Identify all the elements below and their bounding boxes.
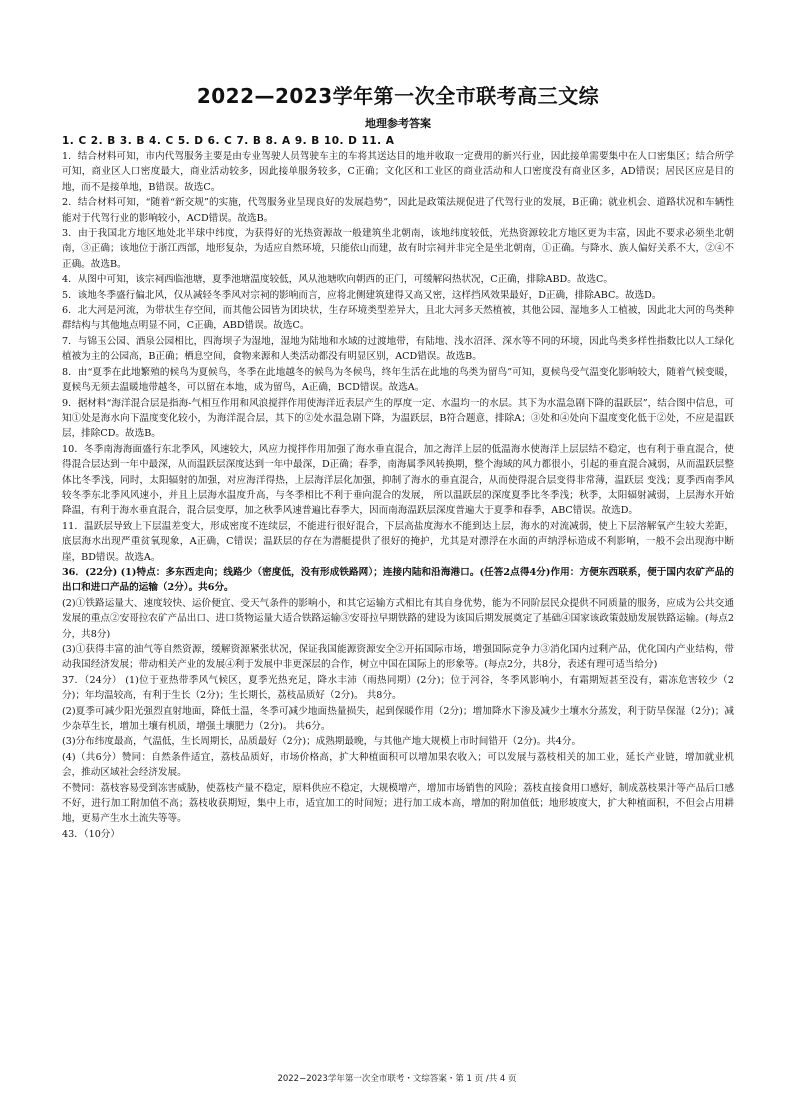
explanation-q3: 3．由于我国北方地区地处北半球中纬度，为获得好的光热资源故一般建筑坐北朝南，该地纬度较低，光热资源较北方地区更为丰富，因此不要求必须坐北朝南，③正确；该地位于浙江西部，地形复杂，为适应自然环境，只能依山而建，故有时宗祠并非完全是坐北朝南，①正确。与降水、族人偏好关系不大，②④不正确。故选B。	[62, 228, 734, 270]
explanation-q5: 5．该地冬季盛行偏北风，仅从减轻冬季风对宗祠的影响而言，应将北侧建筑建得又高又密，这样挡风效果最好，D正确，排除ABC。故选D。	[62, 289, 662, 301]
explanation-q8: 8．由“夏季在此地繁殖的候鸟为夏候鸟，冬季在此地越冬的候鸟为冬候鸟，终年生活在此地的鸟类为留鸟”可知，夏候鸟受气温变化影响较大，随着气候变暖，夏候鸟无须去温暖地带越冬，可以留在本地，成为留鸟，A正确，BCD错误。故选A。	[62, 366, 734, 394]
explanation-q10: 10．冬季南海海面盛行东北季风，风速较大，风应力搅拌作用加强了海水垂直混合，加之海洋上层的低温海水使海洋上层层结不稳定，也有利于垂直混合，使得混合层达到一年中最深，从而温跃层深度达到一年中最深，D正确；春季，南海属季风转换期，整个海域的风力都很小，引起的垂直混合减弱，从而温跃层整体比冬季浅，同时，太阳辐射的加强，对应海洋得热，上层海洋层化加强，抑制了海水的垂直混合，从而使得混合层变得非常薄，温跃层 变浅；夏季西南季风较冬季东北季风风速小，并且上层海水温度升高，与冬季相比不利于垂向混合的发展， 所以温跃层的深度夏季比冬季浅；秋季，太阳辐射减弱，上层海水开始降温，有利于海水垂直混合，混合层变厚，加之秋季风速普遍比春季大，因而南海温跃层深度普遍大于夏季和春季，ABC错误。故选D。	[62, 443, 734, 517]
answer-q36-part1: 36．(22分) (1)特点：多东西走向；线路少（密度低，没有形成铁路网）；连接内陆和沿海港口。(任答2点得4分)作用：方便东西联系，便于国内农矿产品的出口和进口产品的运输（2分）。共6分。	[62, 566, 734, 594]
section-subtitle: 地理参考答案	[365, 117, 431, 130]
page-footer: 2022−2023学年第一次全市联考・文综答案・第 1 页 /共 4 页	[277, 1074, 517, 1084]
answer-q37-part1: 37．（24分） (1)位于亚热带季风气候区，夏季光热充足，降水丰沛（雨热同期）(2分)；位于河谷，冬季风影响小，有霜期短甚至没有，霜冻危害较少（2分)；年均温较高，有利于生长（2分)；生长期长，荔枝品质好（2分)。 共8分。	[62, 674, 734, 702]
answer-q37-part3: (3)分布纬度最高，气温低，生长周期长，品质最好（2分)；成熟期最晚，与其他产地大规模上市时间错开（2分)。共4分。	[62, 736, 582, 748]
explanation-q7: 7．与锦玉公园、酒泉公园相比，四海坝子为湿地，湿地为陆地和水域的过渡地带，有陆地、浅水沼泽、深水等不同的环境，因此鸟类多样性指数比以人工绿化植被为主的公园高，B正确；栖息空间，食物来源和人类活动都没有明显区别，ACD错误。故选B。	[62, 335, 734, 363]
answer-q37-part2: (2)夏季可减少阳光强烈直射地面，降低土温，冬季可减少地面热量损失，起到保暖作用（2分)；增加降水下渗及减少土壤水分蒸发，利于防旱保湿（2分)；减少杂草生长，增加土壤有机质，增强土壤肥力（2分)。 共6分。	[62, 705, 734, 733]
answer-q36-part2: (2)①铁路运量大、速度较快、运价便宜、受天气条件的影响小，和其它运输方式相比有其自身优势，能为不同阶层民众提供不同质量的服务，应成为公共交通发展的重点②安哥拉农矿产品出口、进口货物运量大适合铁路运输③安哥拉早期铁路的建设为该国后期发展奠定了基础④国家该政策鼓励发展铁路运输。(每点2分，共8分)	[62, 597, 734, 640]
question-43-header: 43．（10分）	[62, 828, 120, 840]
answer-sheet	[62, 80, 734, 842]
explanation-q11: 11．温跃层导致上下层温差变大，形成密度不连续层，不能进行很好混合，下层高盐度海水不能到达上层，海水的对流减弱，使上下层溶解氧产生较大差距，底层海水出现严重贫氧现象，A正确，C错误；温跃层的存在为潜艇提供了很好的掩护，尤其是对漂浮在水面的声纳浮标造成不利影响，一般不会出现海中断崖，BD错误。故选A。	[62, 520, 734, 563]
explanation-q2: 2．结合材料可知，“随着“新交规”的实施，代驾服务业呈现良好的发展趋势”，因此是政策法规促进了代驾行业的发展，B正确；就业机会、道路状况和车辆性能对于代驾行业的影响较小，ACD错误。故选B。	[62, 197, 734, 224]
answer-q37-part4-agree: (4)（共6分）赞同：自然条件适宜，荔枝品质好，市场价格高，扩大种植面积可以增加果农收入；可以发展与荔枝相关的加工业，延长产业链，增加就业机会，推动区域社会经济发展。	[62, 751, 734, 779]
explanation-q9: 9．据材料“海洋混合层是指海-气相互作用和风浪搅拌作用使海洋近表层产生的厚度一定、水温均一的水层。其下为水温急剧下降的温跃层”，结合图中信息，可知①处是海水向下温度变化较小，为海洋混合层，其下的②处水温急剧下降，为温跃层，B符合题意，排除A；③处和④处向下温度变化低于②处，不应是温跃层，排除CD。故选B。	[62, 397, 734, 440]
answer-q37-part4-disagree: 不赞同：荔枝容易受到冻害威胁，使荔枝产量不稳定，原料供应不稳定，大规模增产，增加市场销售的风险；荔枝直接食用口感好，制成荔枝果汁等产品后口感不好，进行加工附加值不高；荔枝收获期短，集中上市，适宜加工的时间短；进行加工成本高，增加的附加值低；地形坡度大，扩大种植面积，不但会占用耕地，更易产生水土流失等等。	[62, 782, 734, 825]
answer-q36-part3: (3)①获得丰富的油气等自然资源，缓解资源紧张状况，保证我国能源资源安全②开拓国际市场，增强国际竞争力③消化国内过剩产品，优化国内产业结构，带动我国经济发展；带动相关产业的发展④利于发展中非更深层的合作，树立中国在国际上的形象等。(每点2分，共8分，表述有理可适当给分)	[62, 644, 734, 671]
explanation-q6: 6．北大河是河流，为带状生存空间，而其他公园皆为团块状，生存环境类型差异大，且北大河多天然植被，其他公园、湿地多人工植被，因此北大河的鸟类种群结构与其他地点明显不同，C正确，ABD错误。故选C。	[62, 305, 734, 332]
answer-key-line: 1. C 2. B 3. B 4. C 5. D 6. C 7. B 8. A 9. B 10. D 11. A	[62, 135, 395, 147]
explanation-q4: 4．从图中可知，该宗祠西临池塘，夏季池塘温度较低，风从池塘吹向朝西的正门，可缓解闷热状况，C正确，排除ABD。故选C。	[62, 274, 613, 286]
explanation-q1: 1．结合材料可知，市内代驾服务主要是由专业驾驶人员驾驶车主的车将其送达目的地并收取一定费用的新兴行业，因此接单需要集中在人口密集区；结合所学可知，商业区人口密度最大，商业活动较多，因此接单服务较多，C正确；文化区和工业区的商业活动和人口密度没有商业区多，AD错误；居民区应是目的地，而不是接单地，B错误。故选C。	[62, 151, 734, 193]
page-title: 2022—2023学年第一次全市联考高三文综	[196, 84, 600, 108]
